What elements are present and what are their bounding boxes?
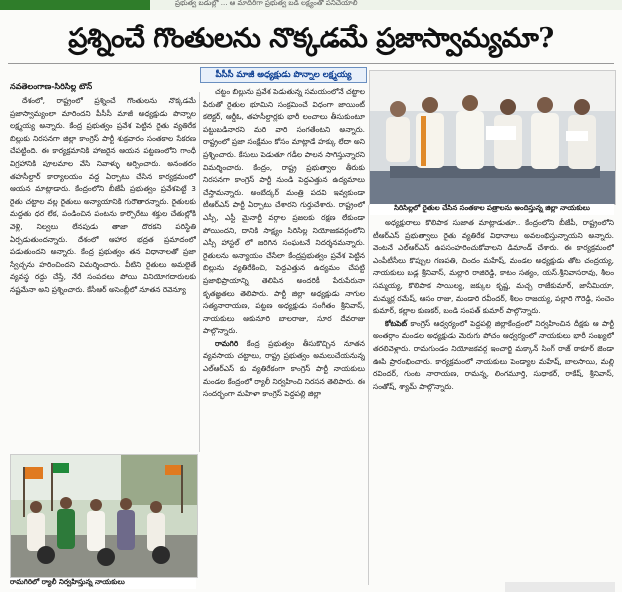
- ramagiri-label: రామగిరి: [215, 338, 239, 348]
- photo-caption-bottom: రామగిరిలో ర్యాలీ నిర్వహిస్తున్న నాయకులు: [10, 578, 196, 589]
- next-article-tag: [505, 582, 615, 592]
- kotaipu-paragraph: కాంగ్రెస్ ఆధ్వర్యంలో పెద్దపల్లి జిల్లాకేంద్రంలో నిర్వహించిన దీక్షకు ఆ పార్టీ అంతర్గాం మండల అధ్యక్షుడు మెరుగు పోచం ఆధ్వర్యంలో నాయకులు భారీ సంఖ్యలో తరలివెళ్లారు. రామగుండం నియోజకవర్గ ఇంచార్జి మక్కాన్ సింగ్ రాజ్ ఠాకూర్ జెండా ఊపి ప్రారంభించారు. కార్యక్రమంలో నాయకులు పెండ్యాల మహేష్, బాలసాయి, మల్లి రవిందర్, గుంట నారాయణ, రామన్న, లింగమూర్తి, సుధాకర్, రాకేష్, శ్రీనివాస్, సంతోష్, శ్యామ్ పాల్గొన్నారు.: [373, 318, 614, 391]
- article-column-2: [203, 86, 365, 546]
- top-caption: ప్రభుత్వ బడుల్లో ... ఆ మాదిరిగా ప్రభుత్వ బడి లక్ష్యంతో పనిచేయాలి: [175, 0, 358, 7]
- col2-paragraph: చట్టం బిల్లును ప్రవేశ పెడుతున్న సమయంలోనే చట్టాల పేరుతో రైతుల భూమిని సంక్రమించే విధంగా జాయింట్ కలెక్టర్, ఆర్డీఓ, తహసీల్దార్లకు భారీ లంచాలు తీసుకుంటూ పట్టుబడినారని మరి వారి సంగతేంటని అన్నారు. రాష్ట్రంలో ప్రజా సంక్షేమం కోసం మాట్లాడే హక్కు లేదా అని ప్రశ్నించారు. కేసులు పెడుతూ గడీల పాలన సాగిస్తున్నారని విమర్శించారు. కేంద్రం, రాష్ట్ర ప్రభుత్వాల తీరుకు నిరసనగా కాంగ్రెస్ పార్టీ నుండి పెద్దఎత్తున ఉద్యమాలు చేస్తామన్నారు. అంబేద్కర్ మంత్రి పదవి ఇవ్వకుండా టీఆర్ఎస్ పార్టీ ఏర్పాటు చేశారని గుర్తుచేశారు. రాష్ట్రంలో ఎస్సీ, ఎస్టీ మైనార్టీ వర్గాల ప్రజలకు రక్షణ లేకుండా పోయిందని, దానికి సాక్ష్యం సిరిసిల్ల నియోజకవర్గంలోని ఎస్సీ హాస్టల్ లో జరిగిన సంఘటనే నిదర్శనమన్నారు. రైతులను అన్యాయం చేసేలా కేంద్రప్రభుత్వం ప్రవేశ పెట్టిన బిల్లును వ్యతిరేకించి, పెద్దఎత్తున ఉద్యమం చేపట్టి ప్రజాభిప్రాయాన్ని తెలిపిన అందరికీ పేరుపేరునా కృతజ్ఞతలు తెలిపారు. పార్టీ జిల్లా అధ్యక్షుడు నాగుల సత్యనారాయణ, పట్టణ అధ్యక్షుడు సంగీతం శ్రీనివాస్, నాయకులు ఆకునూరి బాలరాజు, సూర దేవరాజు పాల్గొన్నారు.: [203, 87, 365, 336]
- photo-rally-image: [11, 455, 197, 577]
- article-column-1: [10, 95, 196, 452]
- photo-signature-handover: [369, 70, 616, 205]
- dateline: నవతెలంగాణ-సిరిసిల్ల టౌన్: [10, 82, 93, 91]
- top-strip: [0, 0, 622, 10]
- strap: పీసీసీ మాజీ అధ్యక్షుడు పొన్నాల లక్ష్మయ్య: [200, 67, 367, 83]
- column-divider: [368, 205, 369, 585]
- article-column-3: [373, 217, 614, 587]
- col1-paragraph: దేశంలో, రాష్ట్రంలో ప్రశ్నించే గొంతులను నొక్కడమే ప్రజాస్వామ్యంలా మారిందని పీసీసీ మాజీ అధ్యక్షుడు పొన్నాల లక్ష్మయ్య అన్నారు. కేంద్ర ప్రభుత్వం ప్రవేశ పెట్టిన రైతు వ్యతిరేక బిల్లుకు నిరసనగా జిల్లా కాంగ్రెస్ పార్టీ శుక్రవారం సంతకాల సేకరణ చేపట్టింది. ఈ కార్యక్రమానికి హాజరైన ఆయన పట్టణంలోని గాంధీ విగ్రహానికి పూలమాల వేసి నివాళ్ళు అర్పించారు. అనంతరం తహసీల్దార్ కార్యాలయం వద్ద ఏర్పాటు చేసిన కార్యక్రమంలో ఆయన మాట్లాడారు. కేంద్రంలోని బీజేపీ ప్రభుత్వం ప్రవేశపెట్టే 3 రైతు చట్టాల వల్ల రైతులు అన్యాయానికి గురౌతారన్నారు. రైతులకు మద్దతు ధర లేక, పండించిన పంటను కార్పొరేటు శక్తుల చేతుల్లోకి వెళ్లి, నిల్వలు లేనపుడు తాజా దొరకని పరిస్థితి ఏర్పడుతుందన్నారు. దేశంలో ఆహార భద్రత ప్రమాదంలో పడుతుందని అన్నారు. కేంద్ర ప్రభుత్వం తన విధానాలతో ప్రజా స్వేచ్ఛను హరించిందని విమర్శించారు. వీటిని రైతులు అమలైతే వ్యవస్థ రద్దు చేస్తే, నేరే సంపదలు పోయి వినియోగదారులకు నష్టమేనా అని ప్రశ్నించారు. కేసీఆర్ అసెంబ్లీలో నూతన రెవెన్యూ: [10, 96, 196, 294]
- headline: ప్రశ్నించే గొంతులను నొక్కడమే ప్రజాస్వామ్యమా?: [68, 23, 554, 54]
- section-banner: [0, 0, 150, 10]
- col3-paragraph: అధ్యక్షురాలు కొలిపాక సుజాత మాట్లాడుతూ.. కేంద్రంలోని బీజేపీ, రాష్ట్రంలోని టీఆర్ఎస్ ప్రభుత్వాలు రైతు వ్యతిరేక విధానాలు అవలంభిస్తున్నాయని అన్నారు. వెంటనే ఎల్ఆర్ఎస్ ఉపసంహరించుకోవాలని డిమాండ్ చేశారు. ఈ కార్యక్రమంలో ఎంపీటీసీలు కొప్పుల గణపతి, చిందం మహేష్, మండల అధ్యక్షుడు తోట చంద్రయ్య, నాయకులు బడ్ల శ్రీనివాస్, మల్లారి రాజిరెడ్డి, కాటం సత్యం, యస్.శ్రీనివాసరావు, శీలం సమ్మయ్య, కొలిపాక సాయిల్య, జక్కుల కృష్ణ, మచ్చ రాజేకుమార్, జానీమియా, మమ్మర్ల రమేష్, ఆసం రాజు, మండారి రవీందర్, శీలం రాజయ్య, పల్లారి గౌరెడ్డి, సంచెం కుమార్, కల్లాల కుణకర్, బండి సంపత్ కుమార్ పాల్గొన్నారు.: [373, 218, 614, 316]
- photo-rally: [10, 454, 198, 578]
- photo-signature-handover-image: [370, 71, 615, 204]
- kotaipu-label: కోటపెట్: [385, 318, 408, 328]
- column-divider: [199, 92, 200, 452]
- ramagiri-paragraph: కేంద్ర ప్రభుత్వం తీసుకొచ్చిన నూతన వ్యవసాయ చట్టాలు, రాష్ట్ర ప్రభుత్వం అమలుచేయనున్న ఎల్ఆర్ఎస్ కు వ్యతిరేకంగా కాంగ్రెస్ పార్టీ నాయకులు మండల కేంద్రంలో ర్యాలీ నిర్వహించి నిరసన తెలిపారు. ఈ సందర్భంగా మహిళా కాంగ్రెస్ పెద్దపల్లి జిల్లా: [203, 338, 365, 399]
- photo-caption-top: సిరిసిల్లలో రైతుల చేసిన సంతకాల పత్రాలను అందిస్తున్న జిల్లా నాయకులు: [370, 204, 614, 215]
- divider: [8, 63, 614, 64]
